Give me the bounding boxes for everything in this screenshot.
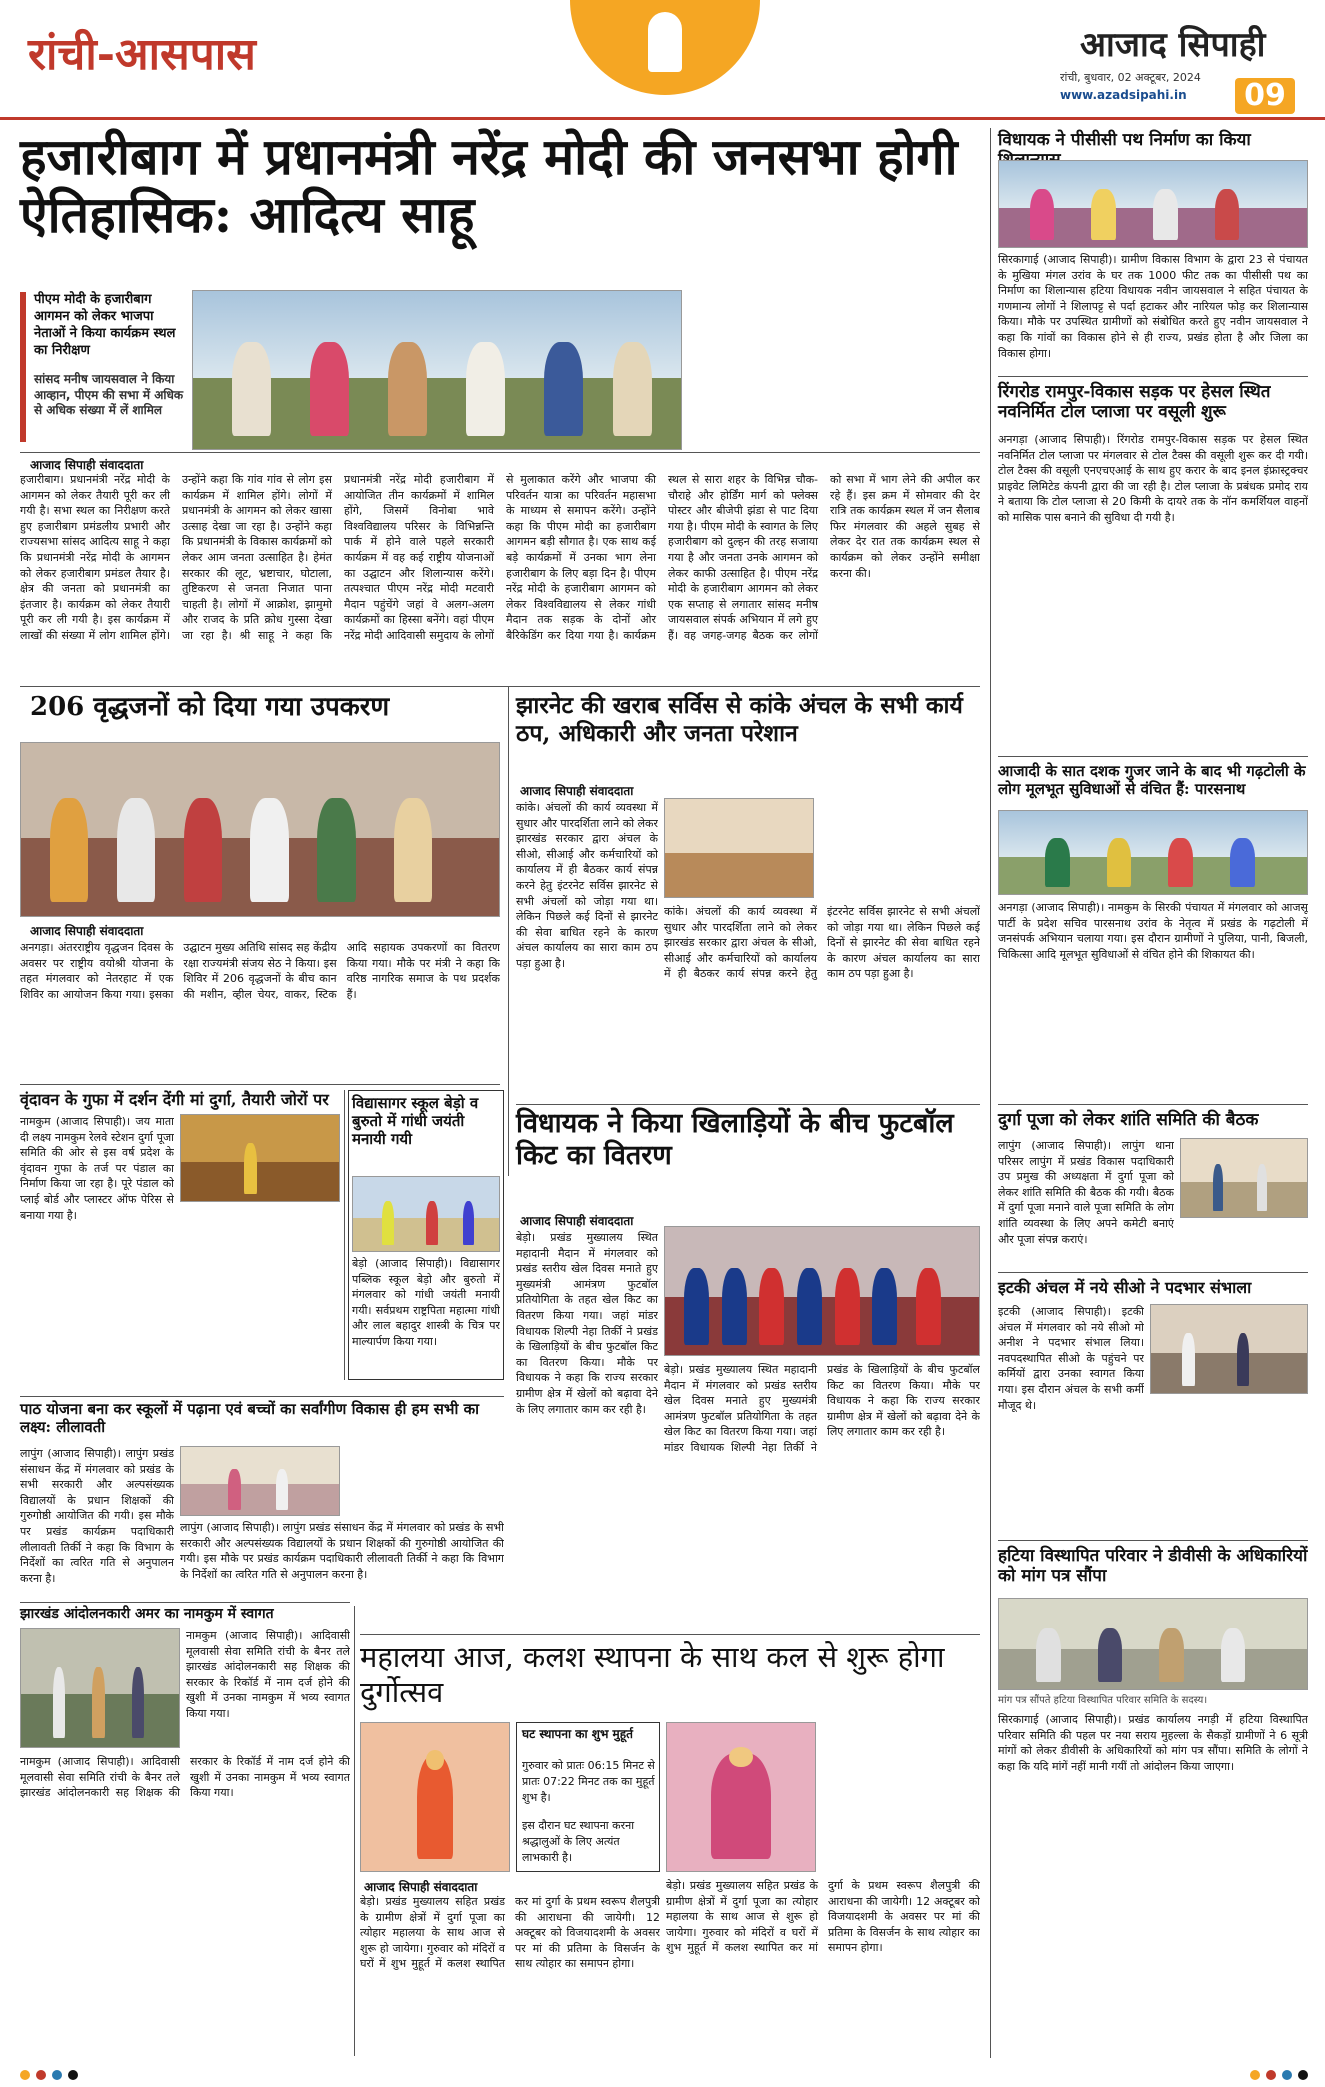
football-body-cont: बेड़ो। प्रखंड मुख्यालय स्थित महादानी मैदान में मंगलवार को प्रखंड स्तरीय खेल दिवस मनाते हुए मुख्यमंत्री आमंत्रण फुटबॉल प्रतियोगिता के तहत खेल किट का वितरण किया गया। जहां मांडर विधायक शिल्पी नेहा तिर्की ने प्रखंड के खिलाड़ियों के बीच फुटबॉल किट का वितरण किया। मौके पर विधायक ने कहा कि राज्य सरकार ग्रामीण क्षेत्र में खेलों को बढ़ावा देने के लिए लगातार काम कर रही है।	[664, 1363, 980, 1455]
column-divider	[344, 1090, 345, 1380]
toll-body: अनगड़ा (आजाद सिपाही)। रिंगरोड रामपुर-विकास सड़क पर हेसल स्थित नवनिर्मित टोल प्लाजा पर मंगलवार से टोल टैक्स की वसूली शुरू कर दी गयी। टोल टैक्स की वसूली एनएचएआई के साथ हुए करार के बाद इनल इंफ्रास्ट्रक्चर प्राइवेट लिमिटेड कंपनी द्वारा की जा रही है। टोल प्लाजा के प्रबंधक प्रमोद राय ने बताया कि टोल प्लाजा से 20 किमी के दायरे तक के नॉन कमर्शियल वाहनों को मासिक पास बनाने की सुविधा दी गयी है।	[998, 433, 1308, 525]
mahalaya-body-cont: बेड़ो। प्रखंड मुख्यालय सहित प्रखंड के ग्रामीण क्षेत्रों में दुर्गा पूजा का त्योहार महालया के साथ आज से शुरू हो जायेगा। गुरुवार को मंदिरों व घरों में शुभ मुहूर्त में कलश स्थापित कर मां दुर्गा के प्रथम स्वरूप शैलपुत्री की आराधना की जायेगी। 12 अक्टूबर को विजयादशमी के अवसर पर मां की प्रतिमा के विसर्जन के साथ त्योहार का समापन होगा।	[666, 1879, 980, 1955]
mahalaya-headline: महालया आज, कलश स्थापना के साथ कल से शुरू होगा दुर्गोत्सव	[360, 1640, 945, 1709]
lead-byline: आजाद सिपाही संवाददाता	[30, 458, 144, 472]
dateline: रांची, बुधवार, 02 अक्टूबर, 2024	[1060, 71, 1201, 84]
divider	[20, 1602, 350, 1603]
paharia-headline: आजादी के सात दशक गुजर जाने के बाद भी गढ़टोली के लोग मूलभूत सुविधाओं से वंचित हैं: पारसनाथ	[998, 762, 1306, 798]
elderly-headline: 206 वृद्धजनों को दिया गया उपकरण	[30, 692, 390, 722]
jharnet-body-cont: कांके। अंचलों की कार्य व्यवस्था में सुधार और पारदर्शिता लाने को लेकर झारखंड सरकार द्वारा अंचल के सीओ, सीआई और कर्मचारियों को कार्यालय में ही बैठकर कार्य संपन्न करने हेतु इंटरनेट सर्विस झारनेट से सभी अंचलों को जोड़ा गया था। लेकिन पिछले कई दिनों से झारनेट की सेवा बाधित रहने के कारण अंचल कार्यालय का सारा काम ठप पड़ा हुआ है।	[664, 905, 980, 981]
lead-headline: हजारीबाग में प्रधानमंत्री नरेंद्र मोदी की जनसभा होगी ऐतिहासिक: आदित्य साहू	[20, 127, 958, 244]
gandhi-body: बेड़ो (आजाद सिपाही)। विद्यासागर पब्लिक स्कूल बेड़ो और बुरुतो में मंगलवार को गांधी जयंती मनायी गयी। सर्वप्रथम राष्ट्रपिता महात्मा गांधी और लाल बहादुर शास्त्री के चित्र पर माल्यार्पण किया गया।	[352, 1257, 500, 1349]
football-body: बेड़ो। प्रखंड मुख्यालय स्थित महादानी मैदान में मंगलवार को प्रखंड स्तरीय खेल दिवस मनाते हुए मुख्यमंत्री आमंत्रण फुटबॉल प्रतियोगिता के तहत खेल किट का वितरण किया गया। जहां मांडर विधायक शिल्पी नेहा तिर्की ने प्रखंड के खिलाड़ियों के बीच फुटबॉल किट का वितरण किया। मौके पर विधायक ने कहा कि राज्य सरकार ग्रामीण क्षेत्र में खेलों को बढ़ावा देने के लिए लगातार काम कर रही है।	[516, 1231, 658, 1416]
agitator-body-cont: नामकुम (आजाद सिपाही)। आदिवासी मूलवासी सेवा समिति रांची के बैनर तले झारखंड आंदोलनकारी सह शिक्षक की सरकार के रिकॉर्ड में नाम दर्ज होने की खुशी में उनका नामकुम में भव्य स्वागत किया गया।	[20, 1755, 350, 1800]
masthead	[0, 0, 1325, 120]
divider	[20, 1396, 504, 1397]
divider	[998, 756, 1308, 757]
agitator-photo	[20, 1628, 180, 1748]
agitator-headline: झारखंड आंदोलनकारी अमर का नामकुम में स्वागत	[20, 1606, 274, 1622]
jharnet-body: कांके। अंचलों की कार्य व्यवस्था में सुधार और पारदर्शिता लाने को लेकर झारखंड सरकार द्वारा अंचल के सीओ, सीआई और कर्मचारियों को कार्यालय में ही बैठकर कार्य संपन्न करने हेतु इंटरनेट सर्विस झारनेट से सभी अंचलों को जोड़ा गया था। लेकिन पिछले कई दिनों से झारनेट की सेवा बाधित रहने के कारण अंचल कार्यालय का सारा काम ठप पड़ा हुआ है।	[516, 801, 658, 971]
durga-cave-body: नामकुम (आजाद सिपाही)। जय माता दी लक्ष्य नामकुम रेलवे स्टेशन दुर्गा पूजा समिति की ओर से इस वर्ष प्रदेश के वृंदावन गुफा के तर्ज पर पंडाल का निर्माण किया जा रहा है। पूरे पंडाल को प्लाई बोर्ड और प्लास्टर ऑफ पेरिस से बनाया गया है।	[20, 1115, 174, 1222]
divider	[360, 1634, 980, 1635]
football-byline: आजाद सिपाही संवाददाता	[520, 1214, 634, 1228]
column-divider	[354, 1606, 355, 2056]
right-top-headline: विधायक ने पीसीसी पथ निर्माण का किया	[998, 130, 1251, 150]
jharnet-byline: आजाद सिपाही संवाददाता	[520, 784, 634, 798]
jharnet-photo	[664, 798, 814, 898]
newspaper-name: आजाद सिपाही	[1080, 25, 1266, 65]
football-headline: विधायक ने किया खिलाड़ियों के बीच फुटबॉल किट का वितरण	[516, 1108, 954, 1172]
divider	[516, 1104, 980, 1105]
divider	[20, 452, 980, 453]
durga-cave-headline: वृंदावन के गुफा में दर्शन देंगी मां दुर्गा, तैयारी जोरों पर	[20, 1090, 329, 1109]
mahalaya-goddess-photo	[360, 1722, 510, 1872]
divider	[998, 1104, 1308, 1105]
divider	[998, 376, 1308, 377]
right-top-photo	[998, 160, 1308, 248]
page-number: 09	[1235, 78, 1295, 114]
co-headline: इटकी अंचल में नये सीओ ने पदभार संभाला	[998, 1278, 1252, 1297]
football-photo	[664, 1226, 980, 1356]
divider	[20, 1084, 500, 1085]
school-plan-body: लापुंग (आजाद सिपाही)। लापुंग प्रखंड संसाधन केंद्र में मंगलवार को प्रखंड के सभी सरकारी और अल्पसंख्यक विद्यालयों के प्रधान शिक्षकों की गुरुगोष्ठी आयोजित की गयी। इस मौके पर प्रखंड कार्यक्रम पदाधिकारी लीलावती तिर्की ने कहा कि विभाग के निर्देशों का त्वरित गति से अनुपालन करना है।	[20, 1447, 174, 1585]
section-title: रांची-आसपास	[28, 29, 256, 80]
hatia-photo-caption: मांग पत्र सौंपते हटिया विस्थापित परिवार समिति के सदस्य।	[998, 1695, 1208, 1706]
footer-color-strip	[0, 2068, 1325, 2082]
school-plan-headline: पाठ योजना बना कर स्कूलों में पढ़ाना एवं बच्चों का सर्वांगीण विकास ही हम सभी का लक्ष्य: लीलावती	[20, 1400, 479, 1436]
column-divider	[508, 686, 509, 1176]
elderly-body: अनगड़ा। अंतरराष्ट्रीय वृद्धजन दिवस के अवसर पर राष्ट्रीय वयोश्री योजना के तहत मंगलवार को नेतरहाट में एक शिविर का आयोजन किया गया। इसका उद्घाटन मुख्य अतिथि सांसद सह केंद्रीय रक्षा राज्यमंत्री संजय सेठ ने किया। इस शिविर में 206 वृद्धजनों के बीच कान की मशीन, व्हील चेयर, वाकर, स्टिक आदि सहायक उपकरणों का वितरण किया गया। मौके पर मंत्री ने कहा कि वरिष्ठ नागरिक समाज के पथ प्रदर्शक हैं।	[20, 941, 500, 1001]
durga-meeting-body: लापुंग (आजाद सिपाही)। लापुंग थाना परिसर लापुंग में प्रखंड विकास पदाधिकारी उप प्रमुख की अध्यक्षता में दुर्गा पूजा को लेकर शांति समिति की बैठक की गयी। बैठक में दुर्गा पूजा मनाने वाले पूजा समिति के लोग शांति व्यवस्था के लिए अपने कमेटी बनाएं और पूजा संपन्न कराएं।	[998, 1139, 1174, 1246]
muhurt-title: घट स्थापना का शुभ मुहूर्त	[522, 1727, 633, 1741]
durga-meeting-headline: दुर्गा पूजा को लेकर शांति समिति की बैठक	[998, 1110, 1259, 1130]
durga-cave-photo	[180, 1114, 340, 1202]
divider	[998, 1272, 1308, 1273]
muhurt-note: इस दौरान घट स्थापना करना श्रद्धालुओं के लिए अत्यंत लाभकारी है।	[522, 1819, 635, 1864]
lead-teaser-1: पीएम मोदी के हजारीबाग आगमन को लेकर भाजपा नेताओं ने किया कार्यक्रम स्थल का निरीक्षण	[34, 292, 176, 358]
durga-meeting-photo	[1180, 1138, 1308, 1218]
elderly-byline: आजाद सिपाही संवाददाता	[30, 924, 144, 938]
toll-headline: रिंगरोड रामपुर-विकास सड़क पर हेसल स्थित नवनिर्मित टोल प्लाजा पर वसूली शुरू	[998, 382, 1271, 423]
co-photo	[1150, 1304, 1308, 1394]
school-plan-photo	[180, 1446, 340, 1516]
hatia-body: सिरकागाई (आजाद सिपाही)। प्रखंड कार्यालय नगड़ी में हटिया विस्थापित परिवार समिति की पहल पर नया सराय मुहल्ला के सैकड़ों ग्रामीणों ने 6 सूत्री मांगों को लेकर डीवीसी के अधिकारियों को मांग पत्र सौंपा। समिति के लोगों ने कहा कि यदि मांगें नहीं मानी गयीं तो आंदोलन किया जाएगा।	[998, 1713, 1308, 1773]
hatia-headline: हटिया विस्थापित परिवार ने डीवीसी के अधिकारियों को मांग पत्र सौंपा	[998, 1546, 1308, 1587]
hatia-photo	[998, 1598, 1308, 1690]
co-body: इटकी (आजाद सिपाही)। इटकी अंचल में मंगलवार को नये सीओ मो अनीश ने पदभार संभाल लिया। नवपदस्थापित सीओ के पहुंचने पर कर्मियों द्वारा उनका स्वागत किया गया। इस दौरान अंचल के सभी कर्मी मौजूद थे।	[998, 1305, 1144, 1412]
column-divider	[990, 128, 991, 2058]
divider	[998, 1540, 1308, 1541]
muhurt-time: गुरुवार को प्रातः 06:15 मिनट से प्रातः 07:22 मिनट तक का मुहूर्त शुभ है।	[522, 1759, 655, 1804]
lead-teaser-2: सांसद मनीष जायसवाल ने किया आव्हान, पीएम की सभा में अधिक से अधिक संख्या में लें शामिल	[34, 372, 184, 418]
teaser-bar	[20, 292, 26, 442]
gandhi-photo	[352, 1176, 500, 1252]
website-link[interactable]: www.azadsipahi.in	[1060, 88, 1187, 102]
jharnet-headline: झारनेट की खराब सर्विस से कांके अंचल के सभी कार्य ठप, अधिकारी और जनता परेशान	[516, 692, 963, 747]
lead-body: हजारीबाग। प्रधानमंत्री नरेंद्र मोदी के आगमन को लेकर तैयारी पूरी कर ली गयी है। सभा स्थल का निरीक्षण करते हुए हजारीबाग प्रमंडलीय प्रभारी और राज्यसभा सांसद आदित्य साहू ने कहा कि प्रधानमंत्री नरेंद्र मोदी के आगमन को लेकर हजारीबाग प्रमंडल तैयार है। क्षेत्र की जनता को प्रधानमंत्री का इंतजार है। कार्यक्रम को लेकर तैयारी पूरी कर ली गयी है। इस कार्यक्रम में लाखों की संख्या में लोग शामिल होंगे। उन्होंने कहा कि गांव गांव से लोग इस कार्यक्रम में शामिल होंगे। लोगों में प्रधानमंत्री के आगमन को लेकर खासा उत्साह देखा जा रहा है। उन्होंने कहा कि प्रधानमंत्री के विकास कार्यक्रमों को लेकर आम जनता उत्साहित है। हेमंत सरकार की लूट, भ्रष्टाचार, घोटाला, तुष्टिकरण से जनता निजात पाना चाहती है। लोगों में आक्रोश, झामुमो और राजद के प्रति क्रोध गुस्सा देखा जा रहा है। श्री साहू ने कहा कि प्रधानमंत्री नरेंद्र मोदी हजारीबाग में आयोजित तीन कार्यक्रमों में शामिल होंगे, जिसमें विनोबा भावे विश्वविद्यालय परिसर के विभिन्नन्ति पार्क में होने वाले पहले सरकारी कार्यक्रम में वह कई राष्ट्रीय योजनाओं का उद्घाटन और शिलान्यास करेंगे। तत्पश्चात पीएम नरेंद्र मोदी मटवारी मैदान पहुंचेंगे जहां वे अलग-अलग कार्यक्रमों का हिस्सा बनेंगे। वहां पीएम नरेंद्र मोदी आदिवासी समुदाय के लोगों से मुलाकात करेंगे और भाजपा की परिवर्तन यात्रा का परिवर्तन महासभा के माध्यम से समापन करेंगे। उन्होंने कहा कि पीएम मोदी का हजारीबाग आगमन बड़ी सौगात है। एक साथ कई बड़े कार्यक्रमों में उनका भाग लेना हजारीबाग के लिए बड़ा दिन है। पीएम नरेंद्र मोदी के हजारीबाग आगमन को लेकर विश्वविद्यालय से लेकर गांधी मैदान तक सड़क के दोनों ओर बैरिकेडिंग कर दिया गया है। कार्यक्रम स्थल से सारा शहर के विभिन्न चौक-चौराहे और होर्डिंग मार्ग को फ्लेक्स पोस्टर और बीजेपी झंडा से पाट दिया गया है। पीएम मोदी के स्वागत के लिए हजारीबाग को दुल्हन की तरह सजाया गया है और जनता उनके आगमन को लेकर काफी उत्साहित है। पीएम नरेंद्र मोदी के हजारीबाग आगमन को लेकर एक सप्ताह से लगातार सांसद मनीष जायसवाल संपर्क अभियान में लगे हुए हैं। वह जगह-जगह बैठक कर लोगों को सभा में भाग लेने की अपील कर रहे हैं। इस क्रम में सोमवार की देर रात्रि तक कार्यक्रम स्थल में जन सैलाब फिर मंगलवार की अहले सुबह से लेकर देर रात तक कार्यक्रम स्थल से कार्यक्रम को लेकर उन्होंने समीक्षा करना की।	[20, 473, 980, 643]
agitator-body: नामकुम (आजाद सिपाही)। आदिवासी मूलवासी सेवा समिति रांची के बैनर तले झारखंड आंदोलनकारी सह शिक्षक की सरकार के रिकॉर्ड में नाम दर्ज होने की खुशी में उनका नामकुम में भव्य स्वागत किया गया।	[186, 1629, 350, 1721]
mahalaya-body: बेड़ो। प्रखंड मुख्यालय सहित प्रखंड के ग्रामीण क्षेत्रों में दुर्गा पूजा का त्योहार महालया के साथ आज से शुरू हो जायेगा। गुरुवार को मंदिरों व घरों में शुभ मुहूर्त में कलश स्थापित कर मां दुर्गा के प्रथम स्वरूप शैलपुत्री की आराधना की जायेगी। 12 अक्टूबर को विजयादशमी के अवसर पर मां की प्रतिमा के विसर्जन के साथ त्योहार का समापन होगा।	[360, 1895, 660, 1971]
mahalaya-byline: आजाद सिपाही संवाददाता	[364, 1880, 478, 1894]
divider	[20, 686, 980, 687]
paharia-photo	[998, 810, 1308, 895]
school-plan-body-cont: लापुंग (आजाद सिपाही)। लापुंग प्रखंड संसाधन केंद्र में मंगलवार को प्रखंड के सभी सरकारी और अल्पसंख्यक विद्यालयों के प्रधान शिक्षकों की गुरुगोष्ठी आयोजित की गयी। इस मौके पर प्रखंड कार्यक्रम पदाधिकारी लीलावती तिर्की ने कहा कि विभाग के निर्देशों का त्वरित गति से अनुपालन करना है।	[180, 1521, 504, 1581]
paharia-body: अनगड़ा (आजाद सिपाही)। नामकुम के सिरकी पंचायत में मंगलवार को आजसू पार्टी के प्रदेश सचिव पारसनाथ उरांव के नेतृत्व में प्रखंड के गढ़टोली में जनसंपर्क अभियान चलाया गया। इस दौरान ग्रामीणों ने पुलिया, पानी, बिजली, चिकित्सा आदि मूलभूत सुविधाओं से वंचित होने की शिकायत की।	[998, 901, 1308, 961]
mahalaya-durga-photo	[666, 1722, 816, 1872]
lead-photo	[192, 290, 682, 450]
elderly-photo	[20, 742, 500, 917]
pen-nib-icon	[648, 12, 682, 72]
right-top-body: सिरकागाई (आजाद सिपाही)। ग्रामीण विकास विभाग के द्वारा 23 से पंचायत के मुखिया मंगल उरांव के घर तक 1000 फीट तक का पीसीसी पथ का निर्माण का शिलान्यास हटिया विधायक नवीन जायसवाल ने सहित पंचायत के गणमान्य लोगों ने शिलापट्ट से पर्दा हटाकर और नारियल फोड़ कर शिलान्यास किया। मौके पर उपस्थित ग्रामीणों को संबोधित करते हुए नवीन जायसवाल ने कहा कि गांवों का विकास होने से ही राज्य, प्रखंड होता है और जिला का विकास होगा।	[998, 253, 1308, 360]
gandhi-headline: विद्यासागर स्कूल बेड़ो व बुरुतो में गांधी जयंती मनायी गयी	[352, 1094, 479, 1148]
